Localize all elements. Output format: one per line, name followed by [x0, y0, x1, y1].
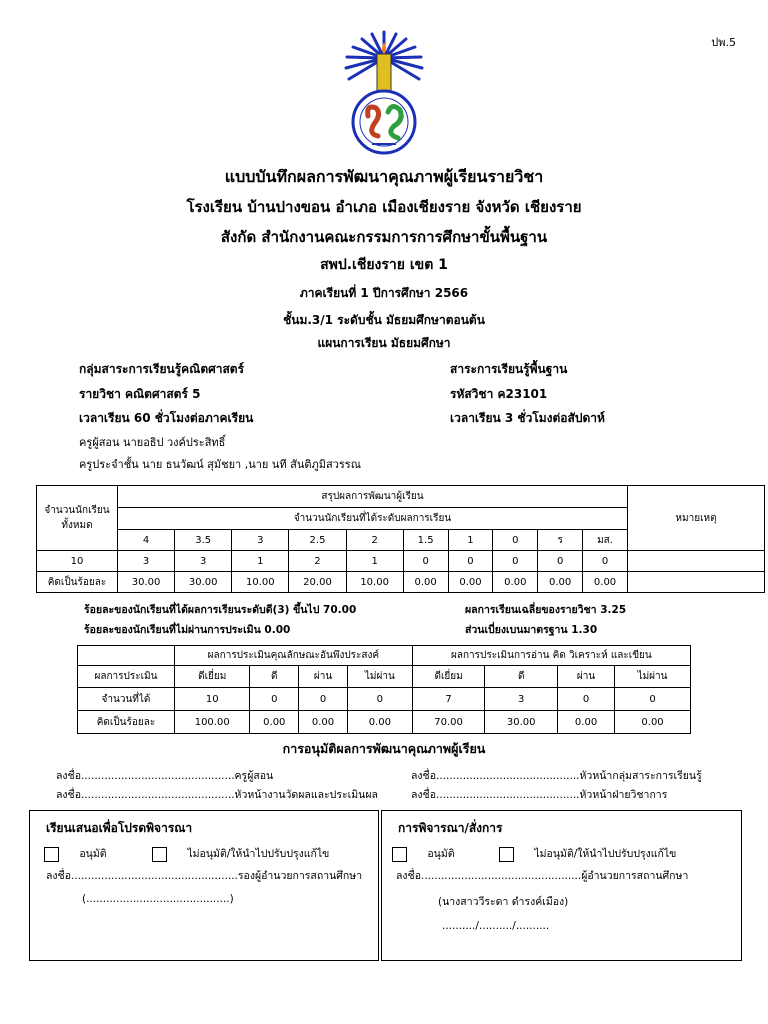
grade-count: 0 [538, 551, 583, 572]
eval-level: ดีเยี่ยม [175, 666, 250, 688]
decision-approve-option[interactable] [392, 845, 455, 862]
office-line: สังกัด สำนักงานคณะกรรมการการศึกษาขั้นพื้นฐาน [220, 228, 548, 246]
eval-level: ผ่าน [558, 666, 615, 688]
subject-type: สาระการเรียนรู้พื้นฐาน [450, 362, 568, 376]
eval-percent: 0.00 [615, 711, 691, 734]
proposal-title: เรียนเสนอเพื่อโปรดพิจารณา [46, 821, 193, 835]
hours-per-week: เวลาเรียน 3 ชั่วโมงต่อสัปดาห์ [450, 411, 605, 425]
deputy-signature-line: ลงชื่อ..................................................รองผู้อำนวยการสถานศึกษา [46, 870, 363, 882]
grade-level: 2.5 [289, 530, 346, 551]
eval-count: 0 [347, 688, 412, 711]
grade-percent: 0.00 [583, 572, 628, 593]
grade-percent: 0.00 [493, 572, 538, 593]
plan-line: แผนการเรียน มัธยมศึกษา [317, 336, 451, 350]
average-grade: ผลการเรียนเฉลี่ยของรายวิชา 3.25 [465, 604, 627, 616]
summary-header: สรุปผลการพัฒนาผู้เรียน [118, 486, 628, 508]
reject-checkbox[interactable] [152, 847, 167, 862]
good-grade-percent: ร้อยละของนักเรียนที่ได้ผลการเรียนระดับดี(3) ขึ้นไป 70.00 [84, 604, 357, 616]
eval-corner-cell [78, 646, 175, 666]
eval-level: ดี [250, 666, 299, 688]
eval-percent: 0.00 [250, 711, 299, 734]
result-row-label: ผลการประเมิน [78, 666, 175, 688]
eval-count: 0 [250, 688, 299, 711]
reject-checkbox[interactable] [499, 847, 514, 862]
eval-count: 0 [615, 688, 691, 711]
percent-label: คิดเป็นร้อยละ [37, 572, 118, 593]
total-students-header: จำนวนนักเรียนทั้งหมด [37, 486, 118, 551]
approve-checkbox[interactable] [44, 847, 59, 862]
eval-percent: 0.00 [558, 711, 615, 734]
note-cell [628, 572, 765, 593]
eval-percent: 30.00 [485, 711, 558, 734]
grade-count: 0 [448, 551, 493, 572]
subject-group: กลุ่มสาระการเรียนรู้คณิตศาสตร์ [79, 362, 245, 376]
eval-level: ผ่าน [299, 666, 348, 688]
class-line: ชั้นม.3/1 ระดับชั้น มัธยมศึกษาตอนต้น [283, 313, 485, 327]
eval-level: ดีเยี่ยม [412, 666, 485, 688]
director-signature-line: ลงชื่อ................................................ผู้อำนวยการสถานศึกษา [396, 870, 689, 882]
eval-level: ดี [485, 666, 558, 688]
grade-count: 3 [118, 551, 175, 572]
percent-row-label: คิดเป็นร้อยละ [78, 711, 175, 734]
proposal-reject-option[interactable] [152, 845, 329, 862]
eval-count: 3 [485, 688, 558, 711]
measurement-head-signature-line: ลงชื่อ..............................................หัวหน้างานวัดผลและประเมินผล [56, 789, 378, 801]
eval-level: ไม่ผ่าน [615, 666, 691, 688]
term-line: ภาคเรียนที่ 1 ปีการศึกษา 2566 [299, 286, 469, 300]
note-header: หมายเหตุ [628, 486, 765, 551]
grade-level: 1 [448, 530, 493, 551]
eval-percent: 100.00 [175, 711, 250, 734]
grade-count: 0 [403, 551, 448, 572]
eval-count: 10 [175, 688, 250, 711]
grade-level: 2 [346, 530, 403, 551]
character-header: ผลการประเมินคุณลักษณะอันพึงประสงค์ [175, 646, 413, 666]
homeroom-teachers: ครูประจำชั้น นาย ธนวัฒน์ สุมัชยา ,นาย นที สันติภูมิสวรรณ [79, 458, 361, 471]
standard-deviation: ส่วนเบี่ยงเบนมาตรฐาน 1.30 [465, 624, 598, 636]
grades-table [36, 485, 765, 593]
grade-count: 0 [583, 551, 628, 572]
grade-count-header: จำนวนนักเรียนที่ได้ระดับผลการเรียน [118, 508, 628, 530]
decision-title: การพิจารณา/สั่งการ [398, 821, 503, 835]
eval-level: ไม่ผ่าน [347, 666, 412, 688]
subject-code: รหัสวิชา ค23101 [450, 387, 548, 401]
eval-percent: 0.00 [299, 711, 348, 734]
director-name: (นางสาววีระดา ดำรงค์เมือง) [438, 896, 569, 908]
approve-label: อนุมัติ [79, 848, 107, 860]
approve-checkbox[interactable] [392, 847, 407, 862]
reading-header: ผลการประเมินการอ่าน คิด วิเคราะห์ และเขียน [412, 646, 690, 666]
grade-percent: 10.00 [346, 572, 403, 593]
grade-level: 3.5 [175, 530, 232, 551]
approve-label: อนุมัติ [427, 848, 455, 860]
proposal-approve-option[interactable] [44, 845, 107, 862]
grade-count: 3 [175, 551, 232, 572]
subject-name: รายวิชา คณิตศาสตร์ 5 [79, 387, 201, 401]
grade-percent: 0.00 [538, 572, 583, 593]
grade-level: 0 [493, 530, 538, 551]
eval-percent: 70.00 [412, 711, 485, 734]
group-head-signature-line: ลงชื่อ...........................................หัวหน้ากลุ่มสาระการเรียนรู้ [411, 770, 702, 782]
grade-percent: 30.00 [118, 572, 175, 593]
grade-percent: 0.00 [403, 572, 448, 593]
eval-count: 0 [299, 688, 348, 711]
decision-date-line: ........../........../.......... [442, 920, 550, 932]
teacher: ครูผู้สอน นายอธิป วงค์ประสิทธิ์ [79, 436, 226, 449]
approval-title: การอนุมัติผลการพัฒนาคุณภาพผู้เรียน [282, 741, 486, 756]
reject-label: ไม่อนุมัติ/ให้นำไปปรับปรุงแก้ไข [187, 848, 330, 860]
eval-count: 7 [412, 688, 485, 711]
grade-count: 1 [232, 551, 289, 572]
area-line: สพป.เชียงราย เขต 1 [320, 257, 448, 273]
teacher-signature-line: ลงชื่อ..............................................ครูผู้สอน [56, 770, 274, 782]
grade-count: 0 [493, 551, 538, 572]
form-title: แบบบันทึกผลการพัฒนาคุณภาพผู้เรียนรายวิชา [224, 167, 544, 186]
school-emblem-icon [342, 28, 426, 156]
proposal-box [29, 810, 379, 961]
grade-level: มส. [583, 530, 628, 551]
note-cell [628, 551, 765, 572]
decision-box [381, 810, 742, 961]
form-code: ปพ.5 [711, 36, 736, 49]
grade-level: 3 [232, 530, 289, 551]
grade-percent: 10.00 [232, 572, 289, 593]
grade-level: 1.5 [403, 530, 448, 551]
grade-percent: 20.00 [289, 572, 346, 593]
hours-per-term: เวลาเรียน 60 ชั่วโมงต่อภาคเรียน [79, 411, 254, 425]
reject-label: ไม่อนุมัติ/ให้นำไปปรับปรุงแก้ไข [534, 848, 677, 860]
eval-count: 0 [558, 688, 615, 711]
academic-head-signature-line: ลงชื่อ...........................................หัวหน้าฝ่ายวิชาการ [411, 789, 668, 801]
deputy-name-line: (...........................................) [82, 893, 234, 905]
eval-percent: 0.00 [347, 711, 412, 734]
decision-reject-option[interactable] [499, 845, 676, 862]
count-row-label: จำนวนที่ได้ [78, 688, 175, 711]
fail-percent: ร้อยละของนักเรียนที่ไม่ผ่านการประเมิน 0.00 [84, 624, 291, 636]
grade-percent: 0.00 [448, 572, 493, 593]
total-students: 10 [37, 551, 118, 572]
evaluation-table [77, 645, 691, 734]
school-line: โรงเรียน บ้านปางขอน อำเภอ เมืองเชียงราย จังหวัด เชียงราย [186, 198, 582, 216]
grade-level: ร [538, 530, 583, 551]
grade-level: 4 [118, 530, 175, 551]
grade-percent: 30.00 [175, 572, 232, 593]
grade-count: 2 [289, 551, 346, 572]
grade-count: 1 [346, 551, 403, 572]
